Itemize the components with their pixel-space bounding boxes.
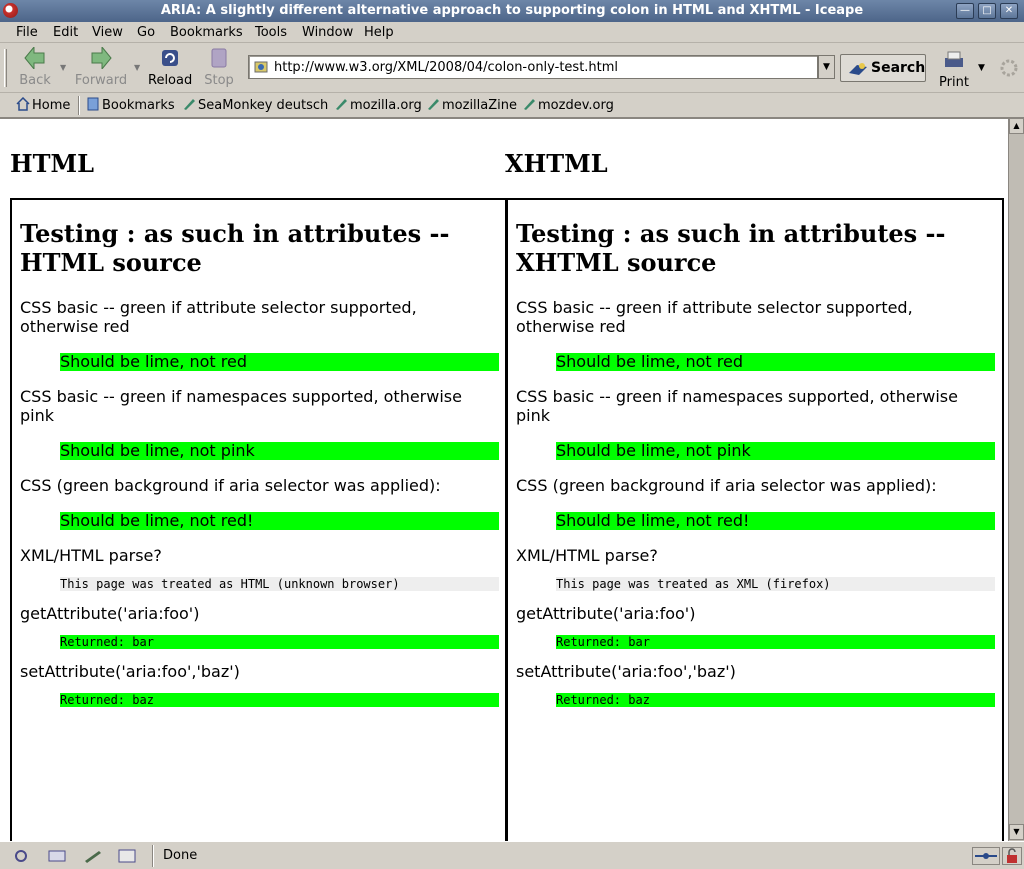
frame-title: Testing : as such in attributes -- XHTML source	[516, 219, 946, 277]
toolbar-separator	[78, 96, 80, 115]
online-status-icon[interactable]	[972, 847, 1000, 865]
bookmark-icon	[426, 97, 440, 111]
home-icon	[16, 97, 30, 111]
search-icon	[847, 61, 869, 77]
set-attribute-label: setAttribute('aria:foo','baz')	[516, 662, 736, 681]
bookmark-mozilla-org[interactable]: mozilla.org	[334, 97, 422, 113]
parse-label: XML/HTML parse?	[20, 546, 162, 565]
url-bar[interactable]	[248, 55, 818, 79]
html-frame	[10, 198, 507, 841]
back-button[interactable]: Back	[18, 47, 52, 88]
maximize-button[interactable]: □	[978, 3, 996, 19]
site-icon	[254, 60, 268, 74]
xhtml-frame	[506, 198, 1004, 841]
menu-bar	[0, 22, 1024, 43]
close-button[interactable]: ✕	[1000, 3, 1018, 19]
url-input[interactable]	[274, 58, 814, 76]
personal-toolbar	[0, 93, 1024, 118]
parse-result: This page was treated as XML (firefox)	[556, 577, 995, 591]
scroll-down-arrow-icon[interactable]: ▼	[1009, 824, 1024, 840]
url-history-dropdown-icon[interactable]: ▼	[818, 55, 835, 79]
bookmark-icon	[522, 97, 536, 111]
get-attribute-label: getAttribute('aria:foo')	[516, 604, 696, 623]
get-attribute-label: getAttribute('aria:foo')	[20, 604, 200, 623]
css-aria-label: CSS (green background if aria selector was applied):	[20, 476, 441, 495]
minimize-button[interactable]: —	[956, 3, 974, 19]
back-dropdown-icon[interactable]: ▼	[60, 63, 67, 72]
menu-bookmarks[interactable]: Bookmarks	[170, 25, 243, 40]
menu-edit[interactable]: Edit	[53, 25, 79, 40]
menu-go[interactable]: Go	[137, 25, 156, 40]
css-attr-label: CSS basic -- green if attribute selector supported, otherwise red	[516, 298, 913, 336]
print-button[interactable]: Print	[936, 49, 972, 90]
forward-arrow-icon	[88, 47, 114, 69]
bookmarks-icon	[86, 97, 100, 111]
css-ns-label: CSS basic -- green if namespaces supported, otherwise pink	[516, 387, 958, 425]
set-attribute-result: Returned: baz	[556, 693, 995, 707]
stop-icon	[206, 47, 232, 69]
frame-title: Testing : as such in attributes -- HTML source	[20, 219, 450, 277]
toolbar-grip[interactable]	[4, 49, 7, 87]
get-attribute-result: Returned: bar	[556, 635, 995, 649]
menu-view[interactable]: View	[92, 25, 123, 40]
css-ns-label: CSS basic -- green if namespaces supported, otherwise pink	[20, 387, 462, 425]
css-ns-result: Should be lime, not pink	[556, 442, 995, 460]
set-attribute-result: Returned: baz	[60, 693, 499, 707]
window-title: ARIA: A slightly different alternative approach to supporting colon in HTML and XHTML - Iceape	[160, 3, 864, 18]
menu-tools[interactable]: Tools	[255, 25, 288, 40]
printer-icon	[941, 49, 967, 71]
composer-icon[interactable]	[82, 849, 104, 863]
bookmark-mozillazine[interactable]: mozillaZine	[426, 97, 517, 113]
get-attribute-result: Returned: bar	[60, 635, 499, 649]
css-ns-result: Should be lime, not pink	[60, 442, 499, 460]
home-link[interactable]: Home	[16, 97, 70, 113]
parse-label: XML/HTML parse?	[516, 546, 658, 565]
forward-dropdown-icon[interactable]: ▼	[134, 63, 141, 72]
css-aria-label: CSS (green background if aria selector was applied):	[516, 476, 937, 495]
bookmark-icon	[334, 97, 348, 111]
security-lock-icon[interactable]	[1002, 847, 1022, 865]
bookmark-seamonkey-deutsch[interactable]: SeaMonkey deutsch	[182, 97, 328, 113]
status-bar	[0, 841, 1024, 869]
parse-result: This page was treated as HTML (unknown browser)	[60, 577, 499, 591]
xhtml-column-heading: XHTML	[505, 149, 608, 178]
status-separator	[152, 845, 154, 867]
css-attr-result: Should be lime, not red	[60, 353, 499, 371]
navigator-icon[interactable]	[10, 849, 32, 863]
status-text: Done	[163, 848, 198, 863]
css-aria-result: Should be lime, not red!	[60, 512, 499, 530]
address-book-icon[interactable]	[116, 849, 138, 863]
bookmark-icon	[182, 97, 196, 111]
back-arrow-icon	[22, 47, 48, 69]
bookmark-mozdev-org[interactable]: mozdev.org	[522, 97, 614, 113]
scroll-up-arrow-icon[interactable]: ▲	[1009, 118, 1024, 134]
page-content	[0, 118, 1008, 841]
stop-button[interactable]: Stop	[202, 47, 236, 88]
print-dropdown-icon[interactable]: ▼	[978, 63, 985, 73]
reload-icon	[157, 47, 183, 69]
menu-window[interactable]: Window	[302, 25, 354, 40]
title-bar	[0, 0, 1024, 22]
vertical-scrollbar[interactable]	[1008, 118, 1024, 841]
search-button[interactable]: Search	[840, 54, 926, 82]
forward-button[interactable]: Forward	[74, 47, 128, 88]
reload-button[interactable]: Reload	[148, 47, 192, 88]
css-aria-result: Should be lime, not red!	[556, 512, 995, 530]
css-attr-result: Should be lime, not red	[556, 353, 995, 371]
menu-help[interactable]: Help	[364, 25, 394, 40]
bookmarks-menu[interactable]: Bookmarks	[86, 97, 175, 113]
mail-icon[interactable]	[46, 849, 68, 863]
html-column-heading: HTML	[10, 149, 94, 178]
throbber-icon[interactable]	[998, 57, 1020, 79]
navigation-toolbar	[0, 43, 1024, 93]
css-attr-label: CSS basic -- green if attribute selector supported, otherwise red	[20, 298, 417, 336]
menu-file[interactable]: File	[16, 25, 38, 40]
set-attribute-label: setAttribute('aria:foo','baz')	[20, 662, 240, 681]
